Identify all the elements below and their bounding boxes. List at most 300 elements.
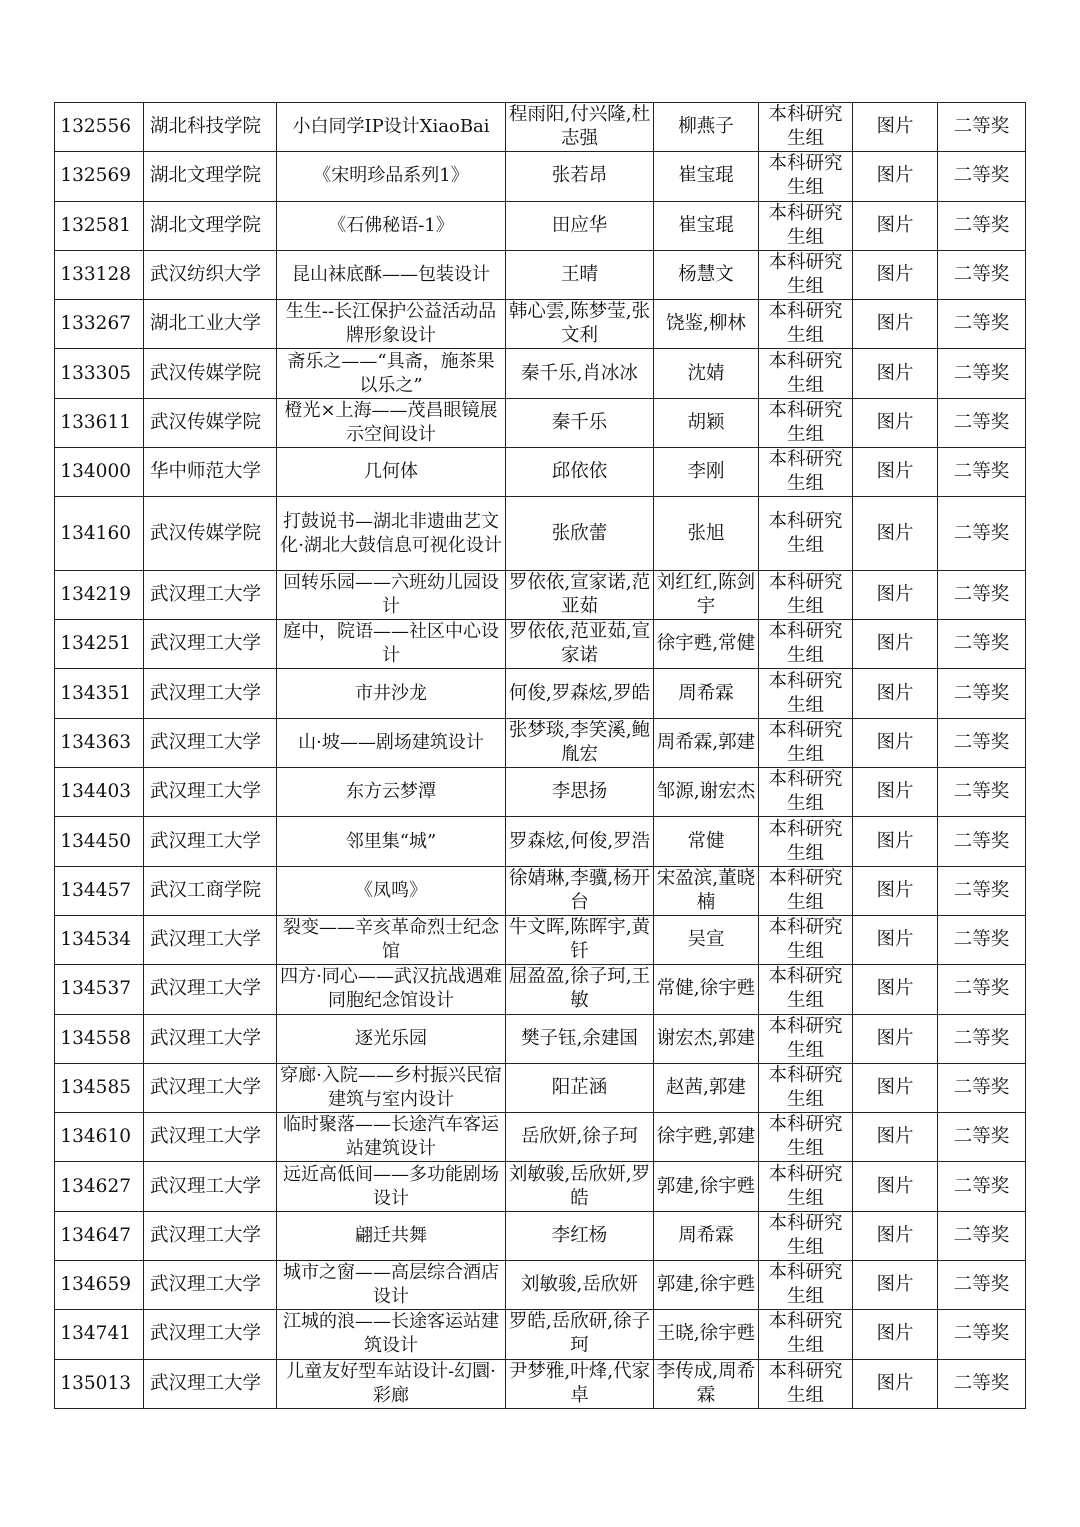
cell-award-text: 二等奖	[953, 1126, 1010, 1148]
cell-id	[55, 1113, 144, 1162]
cell-id-text: 133267	[60, 313, 131, 335]
cell-id-text: 134627	[60, 1175, 131, 1197]
cell-id-text: 134537	[60, 978, 131, 1000]
cell-category	[853, 1261, 938, 1310]
cell-work-title-text: 小白同学IP设计XiaoBai	[292, 116, 490, 138]
cell-group-text: 本科研究生组	[768, 670, 843, 716]
cell-authors	[506, 398, 654, 447]
cell-school-text: 武汉工商学院	[150, 879, 262, 901]
cell-category-text: 图片	[876, 1126, 914, 1148]
cell-award	[938, 669, 1026, 718]
cell-group	[759, 570, 853, 619]
cell-authors-text: 牛文晖,陈晖宇,黄钎	[508, 917, 651, 963]
cell-advisor	[654, 1359, 759, 1408]
cell-advisor	[654, 1063, 759, 1112]
cell-id	[55, 866, 144, 915]
cell-group-text: 本科研究生组	[768, 917, 843, 963]
cell-group	[759, 497, 853, 571]
cell-authors	[506, 669, 654, 718]
cell-id	[55, 1310, 144, 1359]
cell-work-title	[277, 1014, 506, 1063]
cell-work-title	[277, 152, 506, 201]
cell-category	[853, 1359, 938, 1408]
cell-authors	[506, 201, 654, 250]
cell-authors-text: 程雨阳,付兴隆,杜志强	[508, 104, 651, 150]
table-row	[55, 250, 1026, 299]
cell-award	[938, 1162, 1026, 1211]
cell-group-text: 本科研究生组	[768, 1311, 843, 1357]
cell-work-title-text: 四方·同心——武汉抗战遇难同胞纪念馆设计	[280, 966, 502, 1012]
cell-id-text: 132569	[60, 165, 131, 187]
cell-work-title-text: 江城的浪——长途客运站建筑设计	[283, 1311, 499, 1357]
cell-work-title-text: 市井沙龙	[355, 682, 427, 704]
cell-school	[144, 718, 277, 767]
cell-authors-text: 尹梦雅,叶烽,代家卓	[508, 1360, 651, 1406]
cell-group	[759, 1310, 853, 1359]
cell-group-text: 本科研究生组	[768, 867, 843, 913]
cell-award-text: 二等奖	[953, 978, 1010, 1000]
cell-category	[853, 1162, 938, 1211]
cell-group	[759, 201, 853, 250]
cell-authors	[506, 1063, 654, 1112]
cell-work-title-text: 东方云梦潭	[346, 781, 436, 803]
cell-category	[853, 1211, 938, 1260]
cell-award	[938, 718, 1026, 767]
cell-authors-text: 秦千乐	[551, 411, 608, 433]
cell-authors	[506, 152, 654, 201]
cell-award-text: 二等奖	[953, 264, 1010, 286]
cell-advisor-text: 柳燕子	[678, 116, 734, 138]
cell-authors	[506, 620, 654, 669]
cell-id-text: 134450	[60, 830, 131, 852]
cell-award	[938, 201, 1026, 250]
cell-school	[144, 866, 277, 915]
cell-award-text: 二等奖	[953, 362, 1010, 384]
cell-group-text: 本科研究生组	[768, 1064, 843, 1110]
cell-id-text: 134160	[60, 522, 131, 544]
cell-category	[853, 718, 938, 767]
cell-advisor	[654, 768, 759, 817]
table-row	[55, 718, 1026, 767]
cell-award-text: 二等奖	[953, 1224, 1010, 1246]
cell-school	[144, 965, 277, 1014]
cell-work-title	[277, 448, 506, 497]
cell-id-text: 134647	[60, 1224, 131, 1246]
cell-group	[759, 448, 853, 497]
cell-work-title	[277, 718, 506, 767]
table-row	[55, 300, 1026, 349]
cell-advisor-text: 徐宇甦,郭建	[656, 1126, 756, 1148]
cell-id	[55, 1063, 144, 1112]
cell-id	[55, 570, 144, 619]
cell-advisor-text: 郭建,徐宇甦	[656, 1175, 756, 1197]
cell-category-text: 图片	[876, 1274, 914, 1296]
cell-authors-text: 邱依依	[551, 461, 608, 483]
cell-school-text: 武汉理工大学	[150, 1175, 262, 1197]
cell-category	[853, 448, 938, 497]
cell-id	[55, 768, 144, 817]
cell-school-text: 武汉理工大学	[150, 1323, 262, 1345]
cell-authors-text: 岳欣妍,徐子珂	[521, 1126, 638, 1148]
cell-id	[55, 201, 144, 250]
cell-work-title	[277, 1162, 506, 1211]
cell-school	[144, 1261, 277, 1310]
table-row	[55, 915, 1026, 964]
cell-group-text: 本科研究生组	[768, 572, 843, 618]
cell-school	[144, 201, 277, 250]
cell-advisor-text: 郭建,徐宇甦	[656, 1274, 756, 1296]
cell-award-text: 二等奖	[953, 1274, 1010, 1296]
cell-id-text: 134585	[60, 1076, 131, 1098]
cell-school-text: 武汉理工大学	[150, 731, 262, 753]
cell-work-title-text: 城市之窗——高层综合酒店设计	[283, 1262, 499, 1308]
cell-award-text: 二等奖	[953, 830, 1010, 852]
cell-award	[938, 915, 1026, 964]
cell-id-text: 133128	[60, 264, 131, 286]
cell-id-text: 132556	[60, 116, 131, 138]
cell-category-text: 图片	[876, 1323, 914, 1345]
cell-advisor-text: 常健	[687, 830, 725, 852]
cell-category-text: 图片	[876, 731, 914, 753]
table-row	[55, 620, 1026, 669]
cell-authors	[506, 768, 654, 817]
cell-authors	[506, 1211, 654, 1260]
cell-group	[759, 103, 853, 152]
cell-category	[853, 497, 938, 571]
cell-advisor	[654, 103, 759, 152]
cell-authors-text: 韩心雲,陈梦莹,张文利	[508, 301, 651, 347]
cell-advisor-text: 胡颖	[687, 411, 725, 433]
cell-advisor-text: 谢宏杰,郭建	[656, 1027, 756, 1049]
cell-id-text: 134363	[60, 731, 131, 753]
cell-award	[938, 570, 1026, 619]
cell-school	[144, 817, 277, 866]
cell-id	[55, 1359, 144, 1408]
cell-work-title-text: 穿廊·入院——乡村振兴民宿建筑与室内设计	[280, 1064, 502, 1110]
cell-authors	[506, 817, 654, 866]
cell-advisor	[654, 570, 759, 619]
table-row	[55, 1014, 1026, 1063]
cell-work-title	[277, 497, 506, 571]
cell-advisor-text: 周希霖,郭建	[656, 731, 756, 753]
cell-advisor	[654, 1113, 759, 1162]
cell-school-text: 武汉理工大学	[150, 1126, 262, 1148]
cell-authors-text: 李思扬	[551, 781, 608, 803]
cell-work-title-text: 邻里集“城”	[345, 830, 437, 852]
cell-id	[55, 620, 144, 669]
cell-school	[144, 1063, 277, 1112]
cell-school	[144, 497, 277, 571]
cell-advisor-text: 徐宇甦,常健	[656, 633, 756, 655]
cell-category-text: 图片	[876, 116, 914, 138]
cell-category-text: 图片	[876, 682, 914, 704]
cell-award-text: 二等奖	[953, 214, 1010, 236]
cell-group	[759, 866, 853, 915]
table-row	[55, 1162, 1026, 1211]
cell-id-text: 134351	[60, 682, 131, 704]
cell-id	[55, 1014, 144, 1063]
cell-group	[759, 250, 853, 299]
cell-authors	[506, 1261, 654, 1310]
cell-school	[144, 300, 277, 349]
cell-advisor	[654, 398, 759, 447]
cell-advisor	[654, 152, 759, 201]
cell-group-text: 本科研究生组	[768, 1015, 843, 1061]
cell-award-text: 二等奖	[953, 313, 1010, 335]
cell-category	[853, 1014, 938, 1063]
cell-advisor	[654, 250, 759, 299]
cell-authors-text: 屈盈盈,徐子珂,王敏	[508, 966, 651, 1012]
cell-id	[55, 300, 144, 349]
cell-school-text: 武汉理工大学	[150, 584, 262, 606]
cell-authors-text: 何俊,罗森炫,罗皓	[508, 682, 651, 704]
cell-authors-text: 刘敏骏,岳欣妍,罗皓	[508, 1163, 651, 1209]
cell-award	[938, 1014, 1026, 1063]
cell-id	[55, 817, 144, 866]
cell-id-text: 135013	[60, 1372, 131, 1394]
cell-award	[938, 817, 1026, 866]
cell-group-text: 本科研究生组	[768, 1262, 843, 1308]
cell-school-text: 武汉理工大学	[150, 1027, 262, 1049]
cell-school	[144, 570, 277, 619]
cell-authors	[506, 965, 654, 1014]
cell-category-text: 图片	[876, 522, 914, 544]
cell-work-title	[277, 1211, 506, 1260]
cell-category-text: 图片	[876, 313, 914, 335]
cell-work-title-text: 生生--长江保护公益活动品牌形象设计	[285, 301, 497, 347]
cell-group	[759, 1162, 853, 1211]
cell-school-text: 湖北工业大学	[150, 313, 262, 335]
cell-category-text: 图片	[876, 929, 914, 951]
table-row	[55, 1211, 1026, 1260]
cell-category-text: 图片	[876, 830, 914, 852]
cell-work-title-text: 逐光乐园	[355, 1027, 427, 1049]
cell-category-text: 图片	[876, 879, 914, 901]
cell-work-title	[277, 1261, 506, 1310]
cell-authors-text: 罗森炫,何俊,罗浩	[508, 830, 651, 852]
cell-advisor	[654, 620, 759, 669]
cell-school-text: 武汉传媒学院	[150, 362, 262, 384]
cell-group	[759, 669, 853, 718]
cell-category	[853, 817, 938, 866]
table-row	[55, 1359, 1026, 1408]
table-row	[55, 570, 1026, 619]
cell-category	[853, 152, 938, 201]
cell-school-text: 武汉理工大学	[150, 1224, 262, 1246]
cell-authors	[506, 1014, 654, 1063]
cell-advisor	[654, 1162, 759, 1211]
cell-group-text: 本科研究生组	[768, 301, 843, 347]
cell-advisor-text: 常健,徐宇甦	[656, 978, 756, 1000]
table-row	[55, 669, 1026, 718]
cell-school	[144, 620, 277, 669]
cell-work-title-text: 临时聚落——长途汽车客运站建筑设计	[283, 1114, 499, 1160]
cell-award	[938, 103, 1026, 152]
cell-group	[759, 1261, 853, 1310]
cell-school-text: 武汉理工大学	[150, 830, 262, 852]
cell-authors-text: 田应华	[551, 214, 608, 236]
cell-advisor-text: 赵茜,郭建	[666, 1076, 746, 1098]
cell-group-text: 本科研究生组	[768, 104, 843, 150]
cell-id	[55, 718, 144, 767]
cell-group	[759, 817, 853, 866]
table-row	[55, 965, 1026, 1014]
cell-award-text: 二等奖	[953, 165, 1010, 187]
cell-work-title	[277, 1113, 506, 1162]
cell-school	[144, 1211, 277, 1260]
cell-group-text: 本科研究生组	[768, 252, 843, 298]
table-row	[55, 817, 1026, 866]
cell-award	[938, 1359, 1026, 1408]
cell-award	[938, 152, 1026, 201]
cell-category	[853, 620, 938, 669]
table-row	[55, 1113, 1026, 1162]
table-row	[55, 398, 1026, 447]
cell-category	[853, 866, 938, 915]
cell-work-title	[277, 620, 506, 669]
cell-advisor-text: 杨慧文	[678, 264, 734, 286]
cell-authors	[506, 1359, 654, 1408]
cell-award-text: 二等奖	[953, 1027, 1010, 1049]
cell-work-title-text: 几何体	[364, 461, 418, 483]
cell-school	[144, 398, 277, 447]
cell-id-text: 134558	[60, 1027, 131, 1049]
cell-school-text: 武汉理工大学	[150, 978, 262, 1000]
cell-advisor-text: 宋盈滨,董晓楠	[656, 867, 756, 913]
cell-id	[55, 1162, 144, 1211]
cell-authors-text: 李红杨	[551, 1224, 608, 1246]
cell-award-text: 二等奖	[953, 879, 1010, 901]
cell-school	[144, 1113, 277, 1162]
cell-group	[759, 398, 853, 447]
cell-award-text: 二等奖	[953, 522, 1010, 544]
cell-group-text: 本科研究生组	[768, 769, 843, 815]
cell-advisor	[654, 300, 759, 349]
cell-category	[853, 1113, 938, 1162]
cell-id	[55, 1261, 144, 1310]
cell-school-text: 武汉理工大学	[150, 633, 262, 655]
cell-group-text: 本科研究生组	[768, 510, 843, 556]
cell-work-title	[277, 669, 506, 718]
cell-id	[55, 1211, 144, 1260]
cell-work-title-text: 远近高低间——多功能剧场设计	[283, 1163, 499, 1209]
cell-award-text: 二等奖	[953, 929, 1010, 951]
cell-authors-text: 刘敏骏,岳欣妍	[521, 1274, 638, 1296]
cell-authors	[506, 103, 654, 152]
cell-school-text: 武汉理工大学	[150, 1076, 262, 1098]
cell-group	[759, 1063, 853, 1112]
cell-authors	[506, 915, 654, 964]
cell-id	[55, 398, 144, 447]
cell-work-title-text: 回转乐园——六班幼儿园设计	[283, 572, 499, 618]
cell-work-title	[277, 866, 506, 915]
cell-authors	[506, 866, 654, 915]
cell-work-title-text: 翩迁共舞	[355, 1224, 427, 1246]
cell-authors-text: 王晴	[560, 264, 598, 286]
cell-award	[938, 497, 1026, 571]
cell-category-text: 图片	[876, 362, 914, 384]
table-row	[55, 1261, 1026, 1310]
cell-category	[853, 349, 938, 398]
cell-school-text: 武汉理工大学	[150, 1274, 262, 1296]
cell-id	[55, 497, 144, 571]
cell-group	[759, 965, 853, 1014]
cell-group-text: 本科研究生组	[768, 202, 843, 248]
cell-work-title	[277, 103, 506, 152]
table-row	[55, 1310, 1026, 1359]
cell-category-text: 图片	[876, 1372, 914, 1394]
cell-category	[853, 398, 938, 447]
cell-category-text: 图片	[876, 214, 914, 236]
cell-work-title-text: 斋乐之——“具斋，施茶果以乐之”	[287, 350, 495, 396]
cell-school-text: 武汉理工大学	[150, 1372, 262, 1394]
cell-advisor-text: 周希霖	[678, 682, 734, 704]
table-row	[55, 768, 1026, 817]
cell-group	[759, 349, 853, 398]
cell-advisor	[654, 1014, 759, 1063]
cell-school-text: 武汉传媒学院	[150, 411, 262, 433]
cell-group-text: 本科研究生组	[768, 399, 843, 445]
cell-category-text: 图片	[876, 264, 914, 286]
cell-work-title	[277, 250, 506, 299]
cell-advisor-text: 王晓,徐宇甦	[656, 1323, 756, 1345]
cell-work-title	[277, 570, 506, 619]
cell-advisor	[654, 1261, 759, 1310]
cell-award	[938, 1063, 1026, 1112]
cell-award-text: 二等奖	[953, 461, 1010, 483]
cell-authors	[506, 1310, 654, 1359]
cell-school-text: 湖北文理学院	[150, 165, 262, 187]
cell-authors-text: 罗皓,岳欣研,徐子珂	[508, 1311, 651, 1357]
cell-id-text: 134659	[60, 1274, 131, 1296]
cell-authors	[506, 1113, 654, 1162]
cell-advisor	[654, 1310, 759, 1359]
cell-category	[853, 103, 938, 152]
cell-advisor	[654, 1211, 759, 1260]
cell-advisor	[654, 201, 759, 250]
cell-group-text: 本科研究生组	[768, 449, 843, 495]
cell-work-title	[277, 768, 506, 817]
cell-id-text: 134741	[60, 1323, 131, 1345]
cell-work-title-text: 昆山袜底酥——包装设计	[292, 264, 490, 286]
cell-work-title	[277, 1310, 506, 1359]
cell-group-text: 本科研究生组	[768, 153, 843, 199]
cell-school	[144, 915, 277, 964]
cell-advisor	[654, 915, 759, 964]
cell-award-text: 二等奖	[953, 1076, 1010, 1098]
cell-category	[853, 965, 938, 1014]
cell-authors-text: 秦千乐,肖冰冰	[521, 362, 638, 384]
cell-school	[144, 669, 277, 718]
cell-id	[55, 349, 144, 398]
cell-advisor-text: 李传成,周希霖	[656, 1360, 756, 1406]
table-row	[55, 448, 1026, 497]
cell-group-text: 本科研究生组	[768, 350, 843, 396]
cell-school-text: 武汉理工大学	[150, 682, 262, 704]
cell-work-title	[277, 817, 506, 866]
cell-category	[853, 1310, 938, 1359]
cell-award	[938, 866, 1026, 915]
table-row	[55, 201, 1026, 250]
cell-id	[55, 448, 144, 497]
cell-group	[759, 915, 853, 964]
cell-authors-text: 张梦琰,李笑溪,鲍胤宏	[508, 719, 651, 765]
cell-authors	[506, 300, 654, 349]
cell-id	[55, 965, 144, 1014]
cell-school-text: 湖北科技学院	[150, 116, 262, 138]
cell-school-text: 武汉理工大学	[150, 929, 262, 951]
cell-advisor-text: 刘红红,陈剑宇	[656, 572, 756, 618]
